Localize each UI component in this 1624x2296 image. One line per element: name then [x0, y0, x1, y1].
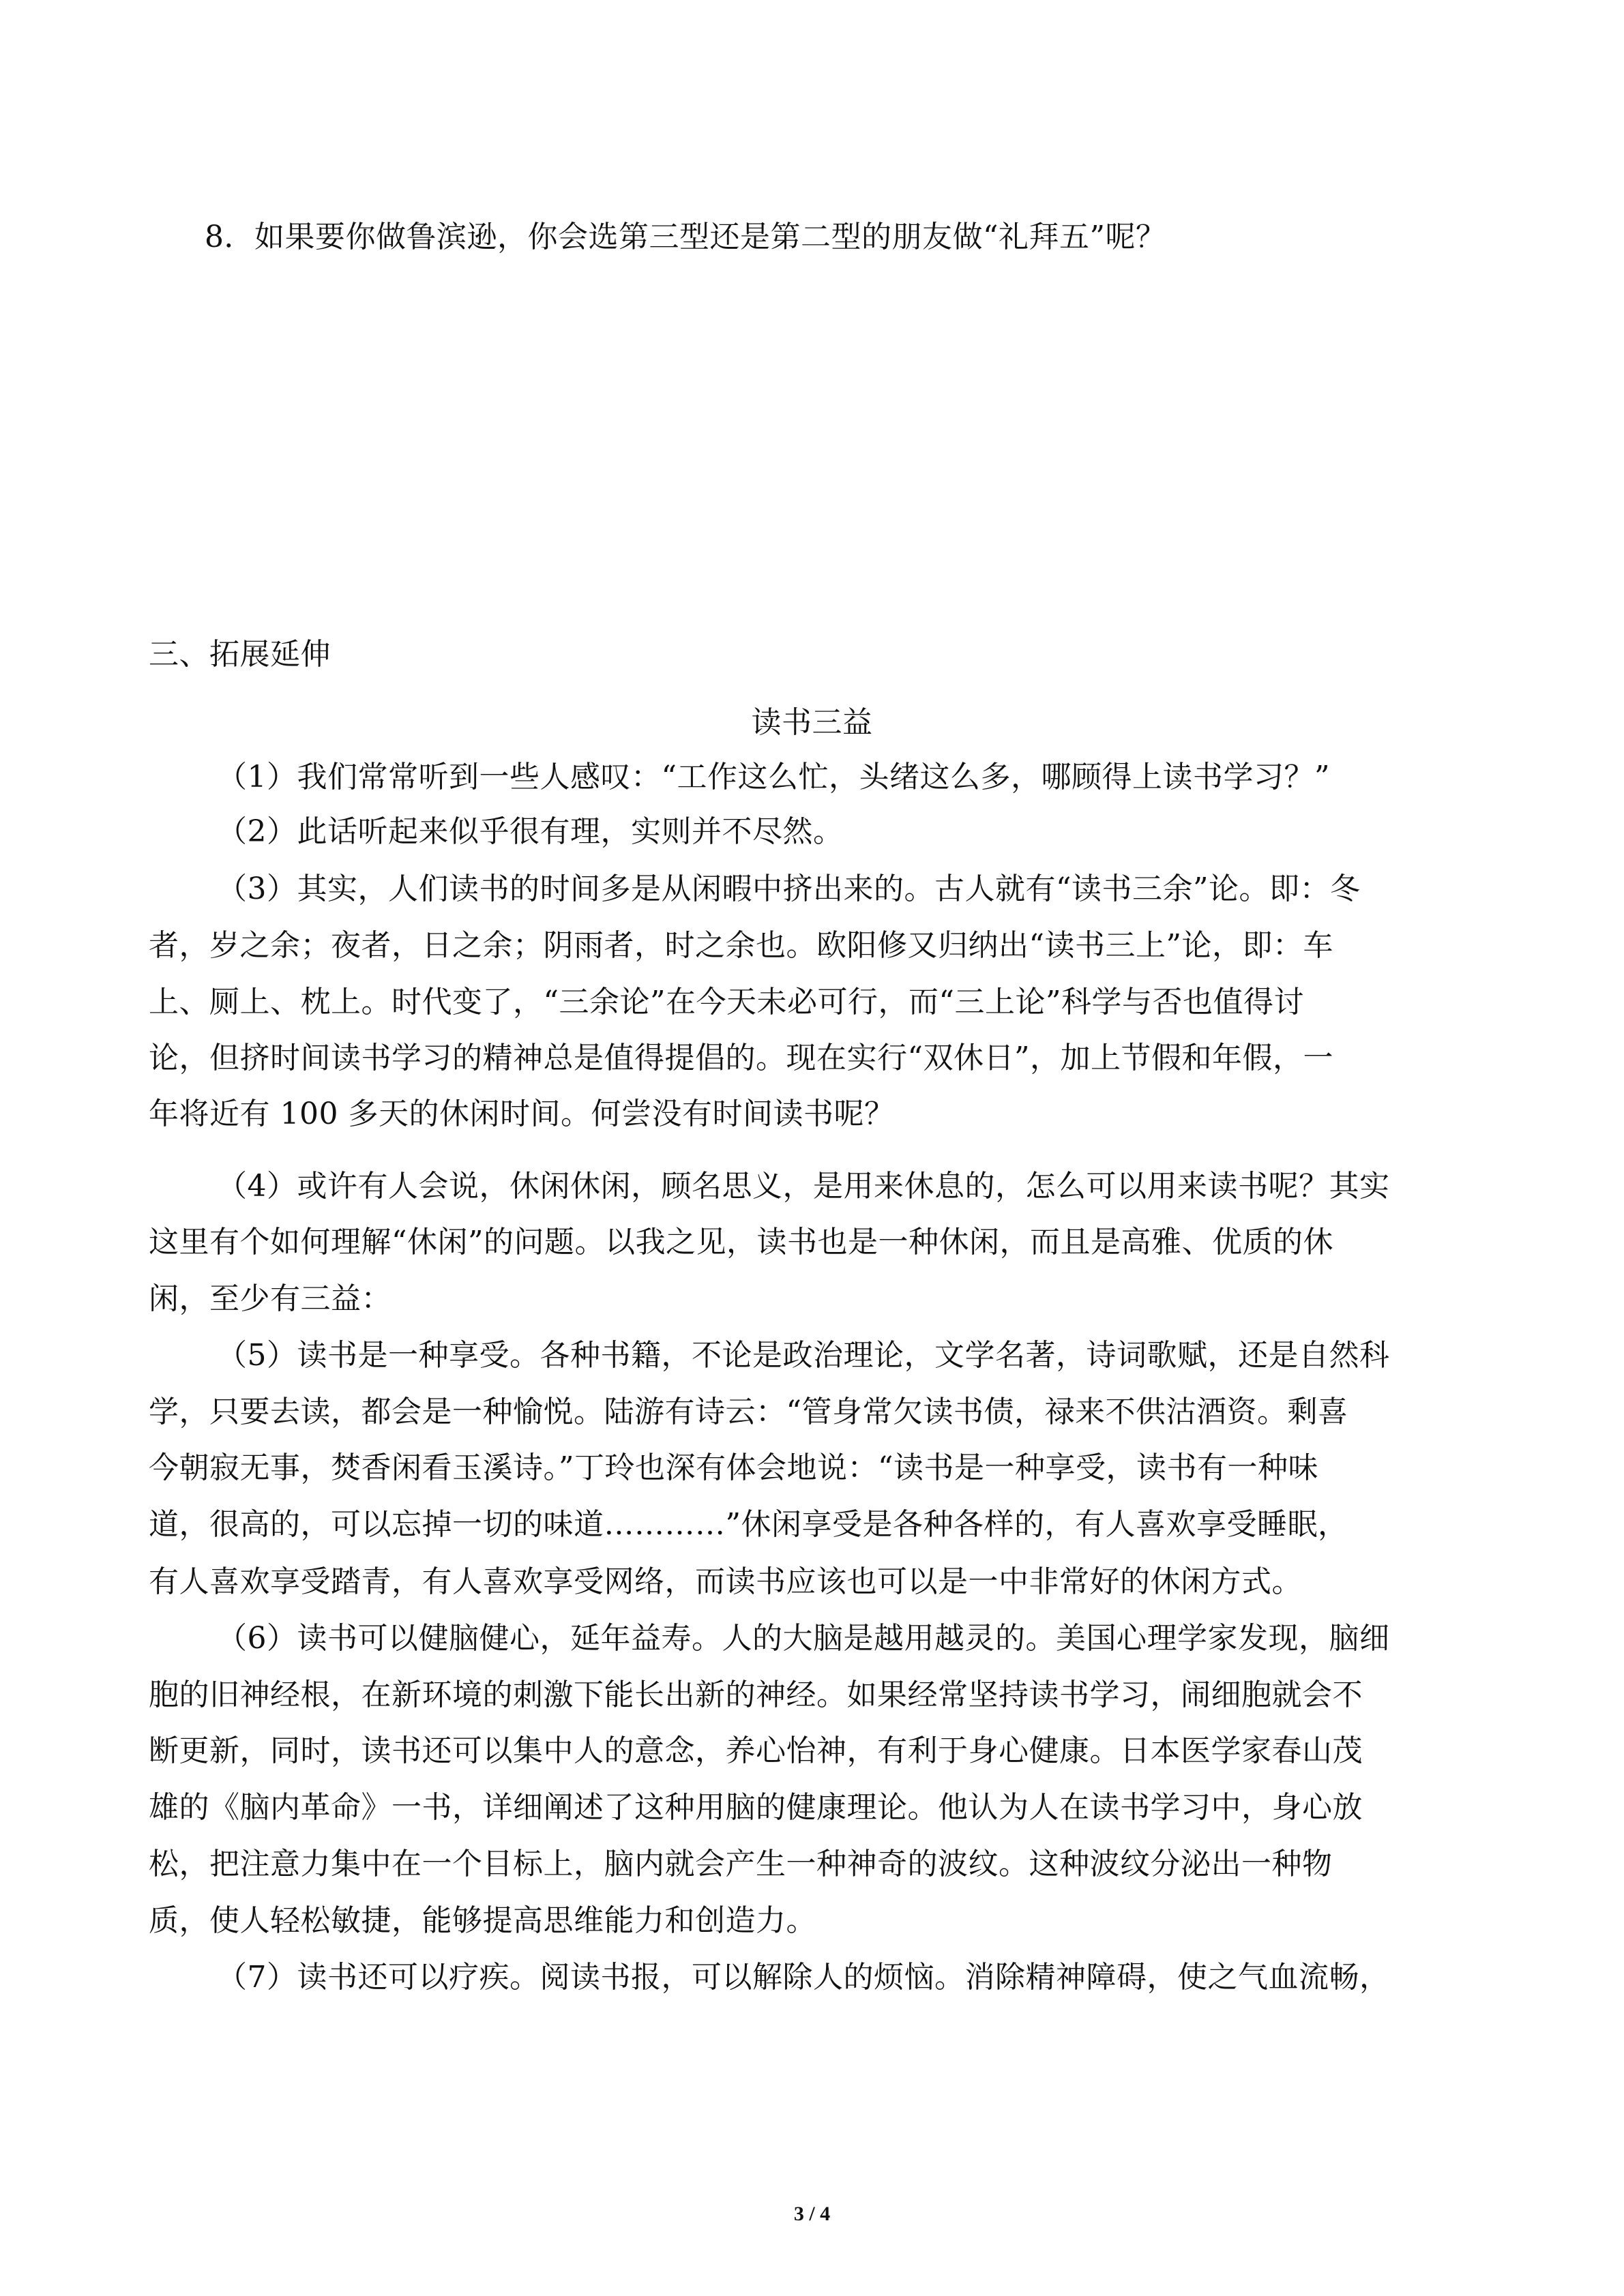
paragraph-6-line-4: 雄的《脑内革命》一书，详细阐述了这种用脑的健康理论。他认为人在读书学习中，身心放	[149, 1790, 1363, 1825]
paragraph-6-line-1: （6）读书可以健脑健心，延年益寿。人的大脑是越用越灵的。美国心理学家发现，脑细	[217, 1621, 1390, 1656]
paragraph-3-line-5: 年将近有 100 多天的休闲时间。何尝没有时间读书呢？	[149, 1097, 895, 1131]
paragraph-2-line-1: （2）此话听起来似乎很有理，实则并不尽然。	[217, 814, 844, 849]
paragraph-5-line-5: 有人喜欢享受踏青，有人喜欢享受网络，而读书应该也可以是一中非常好的休闲方式。	[149, 1564, 1302, 1599]
page-number: 3 / 4	[793, 2203, 831, 2225]
paragraph-3-line-1: （3）其实，人们读书的时间多是从闲暇中挤出来的。古人就有“读书三余”论。即：冬	[217, 871, 1361, 906]
paragraph-4-line-2: 这里有个如何理解“休闲”的问题。以我之见，读书也是一种休闲，而且是高雅、优质的休	[149, 1225, 1333, 1259]
paragraph-6-line-6: 质，使人轻松敏捷，能够提高思维能力和创造力。	[149, 1903, 816, 1938]
paragraph-6-line-5: 松，把注意力集中在一个目标上，脑内就会产生一种神奇的波纹。这种波纹分泌出一种物	[149, 1847, 1333, 1881]
question-8: 8．如果要你做鲁滨逊，你会选第三型还是第二型的朋友做“礼拜五”呢？	[205, 220, 1166, 254]
paragraph-5-line-1: （5）读书是一种享受。各种书籍，不论是政治理论，文学名著，诗词歌赋，还是自然科	[217, 1338, 1390, 1373]
paragraph-3-line-3: 上、厕上、枕上。时代变了，“三余论”在今天未必可行，而“三上论”科学与否也值得讨	[149, 985, 1304, 1019]
paragraph-1-line-1: （1）我们常常听到一些人感叹：“工作这么忙，头绪这么多，哪顾得上读书学习？”	[217, 760, 1330, 794]
paragraph-5-line-4: 道，很高的，可以忘掉一切的味道…………”休闲享受是各种各样的，有人喜欢享受睡眠，	[149, 1507, 1348, 1542]
paragraph-6-line-3: 断更新，同时，读书还可以集中人的意念，养心怡神，有利于身心健康。日本医学家春山茂	[149, 1733, 1363, 1768]
paragraph-6-line-2: 胞的旧神经根，在新环境的刺激下能长出新的神经。如果经常坚持读书学习，闹细胞就会不	[149, 1678, 1363, 1712]
paragraph-5-line-3: 今朝寂无事，焚香闲看玉溪诗。”丁玲也深有体会地说：“读书是一种享受，读书有一种味	[149, 1450, 1318, 1485]
paragraph-7-line-1: （7）读书还可以疗疾。阅读书报，可以解除人的烦恼。消除精神障碍，使之气血流畅，	[217, 1960, 1390, 1995]
paragraph-3-line-2: 者，岁之余；夜者，日之余；阴雨者，时之余也。欧阳修又归纳出“读书三上”论，即：车	[149, 928, 1333, 963]
paragraph-5-line-2: 学，只要去读，都会是一种愉悦。陆游有诗云：“管身常欠读书债，禄来不供沽酒资。剩喜	[149, 1395, 1348, 1429]
article-title: 读书三益	[751, 705, 873, 740]
paragraph-4-line-1: （4）或许有人会说，休闲休闲，顾名思义，是用来休息的，怎么可以用来读书呢？其实	[217, 1169, 1390, 1204]
paragraph-4-line-3: 闲，至少有三益：	[149, 1281, 392, 1316]
section-heading: 三、拓展延伸	[149, 637, 331, 672]
paragraph-3-line-4: 论，但挤时间读书学习的精神总是值得提倡的。现在实行“双休日”，加上节假和年假，一	[149, 1041, 1333, 1075]
